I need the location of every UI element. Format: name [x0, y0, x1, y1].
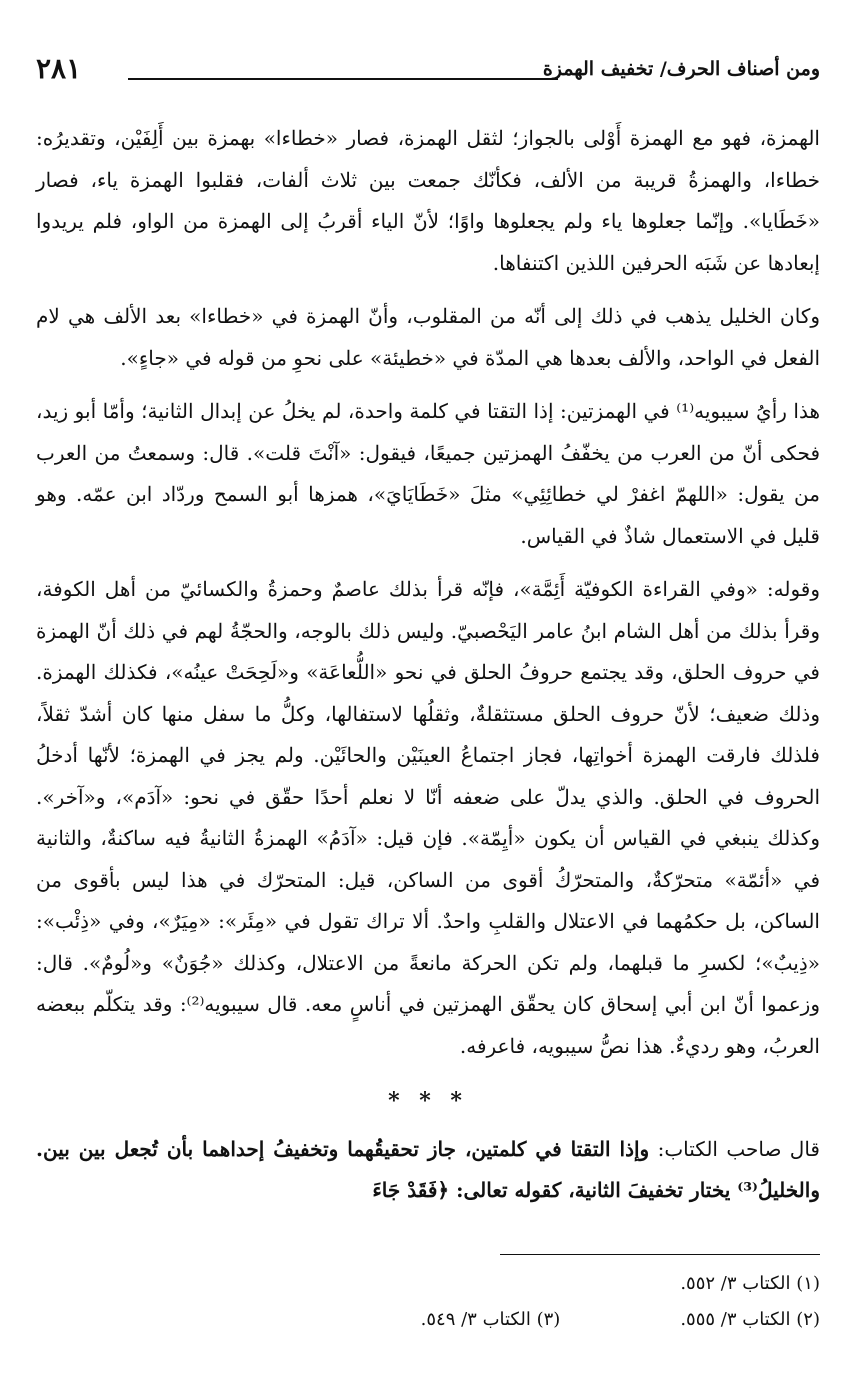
- footnote-3: (٣) الكتاب ٣/ ٥٤٩.: [420, 1309, 561, 1330]
- paragraph-3: هذا رأيُ سيبويه⁽¹⁾ في الهمزتين: إذا التقتا في كلمة واحدة، لم يخلُ عن إبدال الثانية؛ وأمّا أبو زيد، فحكى أنّ من العرب من يخفّفُ الهمزتين جميعًا، فيقول: «آنْتَ قلت». قال: وسمعتُ من العرب من يقول: «اللهمّ اغفرْ لي خطائِئِي» مثلَ «خَطَايَايَ»، همزها أبو السمح وردّاد ابن عمّه. وهو قليل في الاستعمال شاذٌ في القياس.: [36, 399, 821, 548]
- page-number: ٢٨١: [36, 52, 82, 85]
- quoted-text: وإذا التقتا في كلمتين، جاز تحقيقُهما وتخفيفُ إحداهما بأن تُجعل بين بين. والخليلُ⁽³⁾ يختار تخفيفَ الثانية، كقوله تعالى: ﴿فَقَدْ جَاءَ: [36, 1136, 820, 1202]
- paragraph-4: وقوله: «وفي القراءة الكوفيّة أَئِمَّة»، فإنّه قرأ بذلك عاصمٌ وحمزةُ والكسائيّ من أهل الكوفة، وقرأ بذلك من أهل الشام ابنُ عامر اليَحْصبيّ. وليس ذلك بالوجه، والحجّةُ لهم في ذلك أنّ الهمزة في حروف الحلق، وقد يجتمع حروفُ الحلق في نحو «اللُّعاعَة» و«لَحِحَتْ عينُه»، فكذلك الهمزة. وذلك ضعيف؛ لأنّ حروف الحلق مستثقلةٌ، وثقلُها لاستفالها، وكلُّ ما سفل منها كان أشدّ ثقلاً، فلذلك فارقت الهمزة أخواتِها، فجاز اجتماعُ العينَيْن والحائَيْن. ولم يجز في الهمزة؛ لأنّها أدخلُ الحروف في الحلق. والذي يدلّ على ضعفه أنّا لا نعلم أحدًا حقّق في نحو: «آدَم»، و«آخر». وكذلك ينبغي في القياس أن يكون «أيِمّة». فإن قيل: «آدَمُ» الهمزةُ الثانيةُ فيه ساكنةٌ، والثانية في «أئمّة» متحرّكةٌ، والمتحرّكُ أقوى من الساكن، قيل: المتحرّك في هذا ليس بأقوى من الساكن، بل حكمُهما في الاعتلال والقلبِ واحدٌ. ألا تراك تقول في «مِئَر»: «مِيَرٌ»، وفي «ذِئْب»: «ذِيبٌ»؛ لكسرِ ما قبلهما، ولم تكن الحركة مانعةً من الاعتلال، وكذلك «جُوَنٌ» و«لُومٌ». قال: وزعموا أنّ ابن أبي إسحاق كان يحقّق الهمزتين في أناسٍ معه. قال سيبويه⁽²⁾: وقد يتكلّم ببعضه العربُ، وهو رديءٌ. هذا نصُّ سيبويه، فاعرفه.: [36, 577, 820, 1058]
- footnote-2: (٢) الكتاب ٣/ ٥٥٥.: [680, 1309, 820, 1330]
- footnote-1: (١) الكتاب ٣/ ٥٥٢.: [680, 1273, 820, 1294]
- running-header: [36, 50, 820, 94]
- paragraph-5: [36, 1129, 820, 1212]
- header-rule: [128, 78, 558, 80]
- footnotes: [36, 1266, 820, 1338]
- footnote-rule: [500, 1254, 820, 1255]
- lead-text: قال صاحب الكتاب:: [649, 1136, 820, 1161]
- header-title: ومن أصناف الحرف/ تخفيف الهمزة: [542, 58, 820, 80]
- main-text: [36, 118, 820, 1224]
- section-divider: * * *: [388, 1088, 468, 1114]
- footnote-row: [36, 1302, 820, 1338]
- paragraph-2: وكان الخليل يذهب في ذلك إلى أنّه من المقلوب، وأنّ الهمزة في «خطاءا» بعد الألف هي لام الفعل في الواحد، والألف بعدها هي المدّة في «خطيئة» على نحوِ من قوله في «جاءٍ».: [36, 304, 820, 370]
- paragraph-1: الهمزة، فهو مع الهمزة أَوْلى بالجواز؛ لثقل الهمزة، فصار «خطاءا» بهمزة بين أَلِفَيْن، وتقديرُه: خطاءا، والهمزةُ قريبة من الألف، فكأنّك جمعت بين ثلاث ألفات، فقلبوا الهمزة ياء، فصار «خَطَايا». وإنّما جعلوها ياء ولم يجعلوها واوًا؛ لأنّ الياء أقربُ إلى الهمزة من الواو، فلم يريدوا إبعادها عن شَبَه الحرفين اللذين اكتنفاها.: [36, 126, 821, 275]
